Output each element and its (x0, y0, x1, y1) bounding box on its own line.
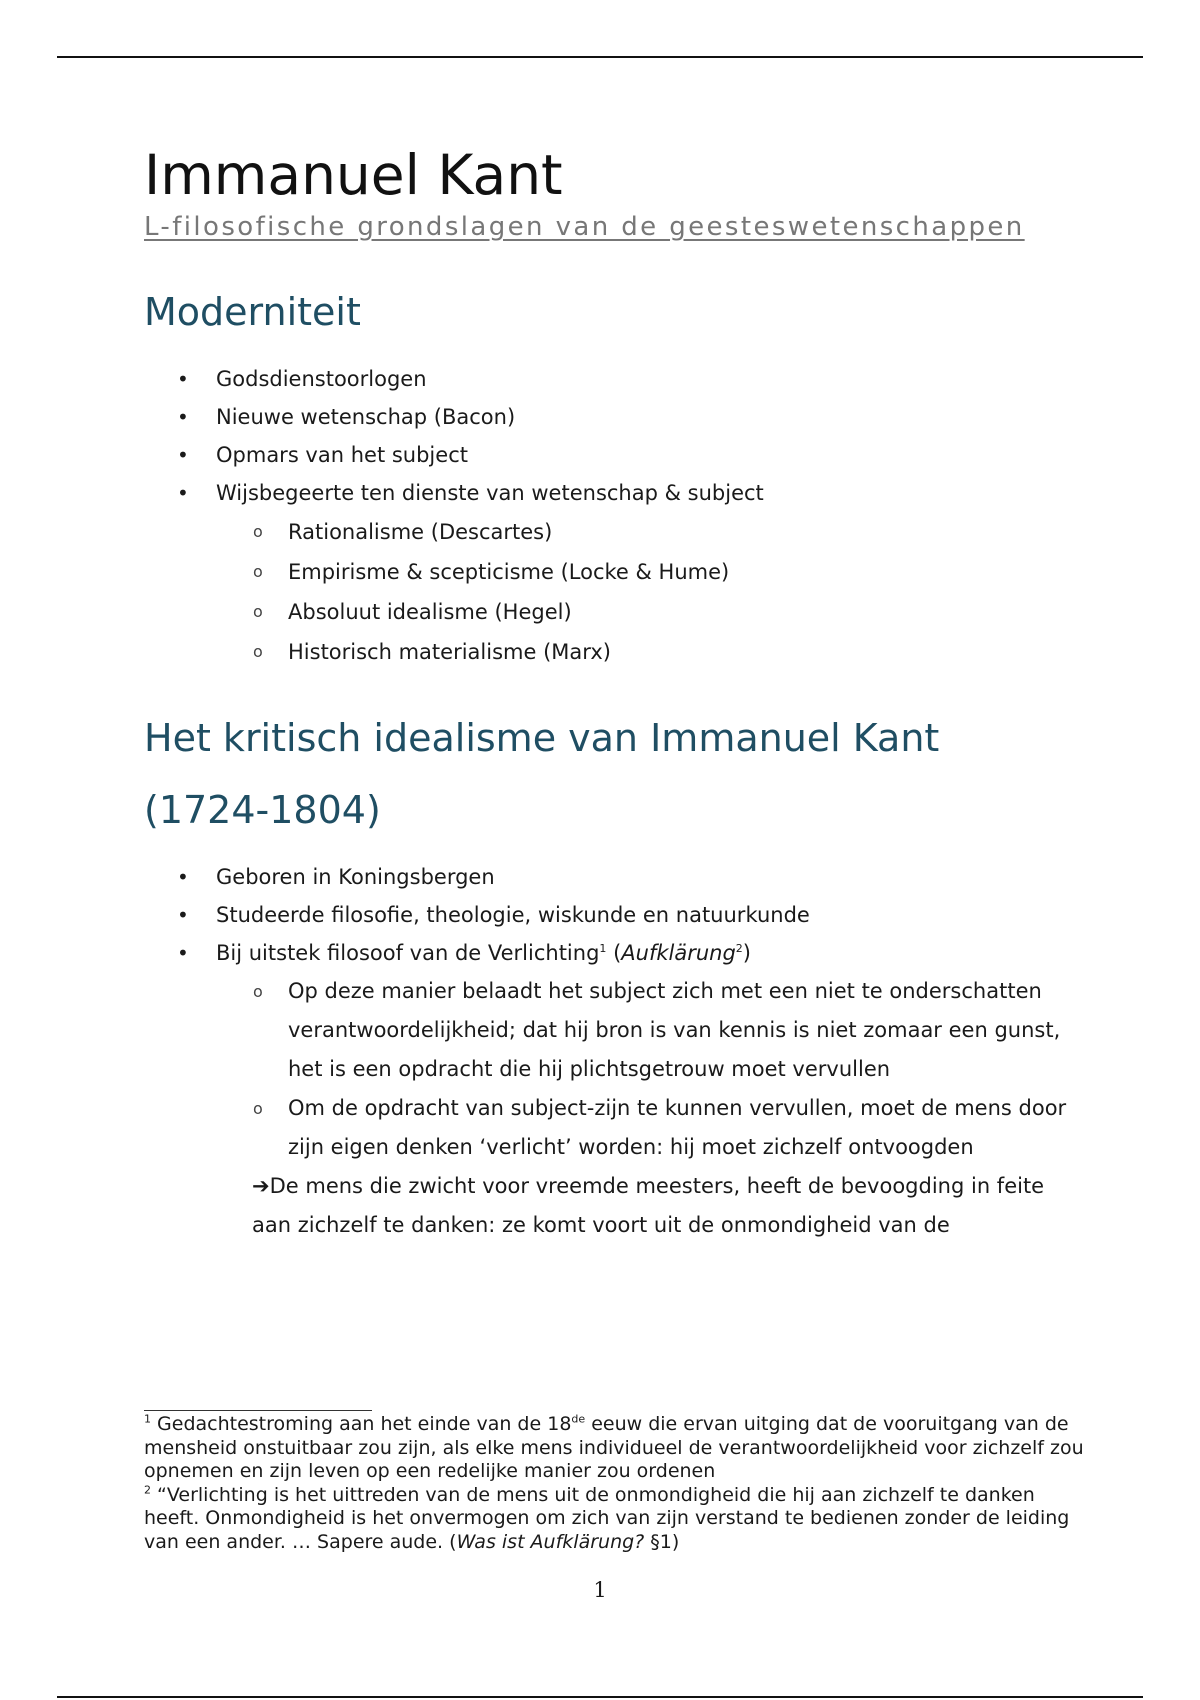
list-item: • Studeerde filosofie, theologie, wiskunde en natuurkunde (144, 896, 1084, 934)
footnote-ref-2[interactable]: 2 (735, 942, 743, 955)
document-subtitle: L-filosofische grondslagen van de geesteswetenschappen (144, 212, 1025, 242)
philosophy-sublist (144, 512, 1084, 672)
list-item: • Geboren in Koningsbergen (144, 858, 1084, 896)
kant-list (144, 858, 1084, 972)
footnote-ref-1[interactable]: 1 (599, 942, 607, 955)
bullet-icon: • (177, 405, 189, 429)
bullet-icon: • (177, 941, 189, 965)
verlichting-sublist (144, 972, 1084, 1167)
footer-rule (57, 1696, 1143, 1698)
list-item: • Godsdienstoorlogen (144, 360, 1084, 398)
circle-bullet-icon: o (253, 642, 263, 661)
circle-bullet-icon: o (253, 1099, 263, 1118)
moderniteit-list (144, 360, 1084, 512)
bullet-icon: • (177, 865, 189, 889)
list-item: • Nieuwe wetenschap (Bacon) (144, 398, 1084, 436)
document-title: Immanuel Kant (144, 143, 563, 207)
section-heading-moderniteit: Moderniteit (144, 290, 361, 334)
page-number: 1 (593, 1578, 607, 1602)
footnotes (144, 1413, 1084, 1554)
sub-list-item: o Rationalisme (Descartes) (144, 512, 1084, 552)
header-rule (57, 56, 1143, 58)
circle-bullet-icon: o (253, 602, 263, 621)
circle-bullet-icon: o (253, 522, 263, 541)
list-item: • Wijsbegeerte ten dienste van wetenschap & subject (144, 474, 1084, 512)
bullet-icon: • (177, 903, 189, 927)
bullet-icon: • (177, 481, 189, 505)
footnote-1: $^1$ Gedachtestroming aan het einde van de 18de eeuw die ervan uitging dat de vooruitgang van de mensheid onstuitbaar zou zijn, als elke mens individueel de verantwoordelijkheid voor zichzelf zou opnemen en zijn leven op een redelijke manier zou ordenen (144, 1412, 1084, 1482)
sub-list-item: o Om de opdracht van subject-zijn te kunnen vervullen, moet de mens door zijn eigen denken ‘verlicht’ worden: hij moet zichzelf ontvoogden (144, 1089, 1084, 1167)
bullet-icon: • (177, 443, 189, 467)
arrow-paragraph: ➔De mens die zwicht voor vreemde meesters, heeft de bevoogding in feite aan zichzelf te danken: ze komt voort uit de onmondigheid van de (252, 1174, 1045, 1237)
list-item: • Bij uitstek filosoof van de Verlichting$^1$ (Aufklärung$^2$) (144, 934, 1084, 972)
circle-bullet-icon: o (253, 562, 263, 581)
sub-list-item: o Empirisme & scepticisme (Locke & Hume) (144, 552, 1084, 592)
bullet-icon: • (177, 367, 189, 391)
footnote-separator (144, 1410, 372, 1411)
sub-list-item: o Absoluut idealisme (Hegel) (144, 592, 1084, 632)
sub-list-item: o Op deze manier belaadt het subject zich met een niet te onderschatten verantwoordelijkheid; dat hij bron is van kennis is niet zomaar een gunst, het is een opdracht die hij plichtsgetrouw moet vervullen (144, 972, 1084, 1089)
footnote-2: $^2$ “Verlichting is het uittreden van de mens uit de onmondigheid die hij aan zichzelf te danken heeft. Onmondigheid is het onvermogen om zich van zijn verstand te bedienen zonder de leiding van een ander. … Sapere aude. (Was ist Aufklärung? §1) (144, 1483, 1070, 1553)
section-heading-kritisch-idealisme: Het kritisch idealisme van Immanuel Kant (1724-1804) (144, 716, 940, 832)
list-item: • Opmars van het subject (144, 436, 1084, 474)
circle-bullet-icon: o (253, 982, 263, 1001)
page-body (144, 140, 1084, 1245)
sub-list-item: o Historisch materialisme (Marx) (144, 632, 1084, 672)
